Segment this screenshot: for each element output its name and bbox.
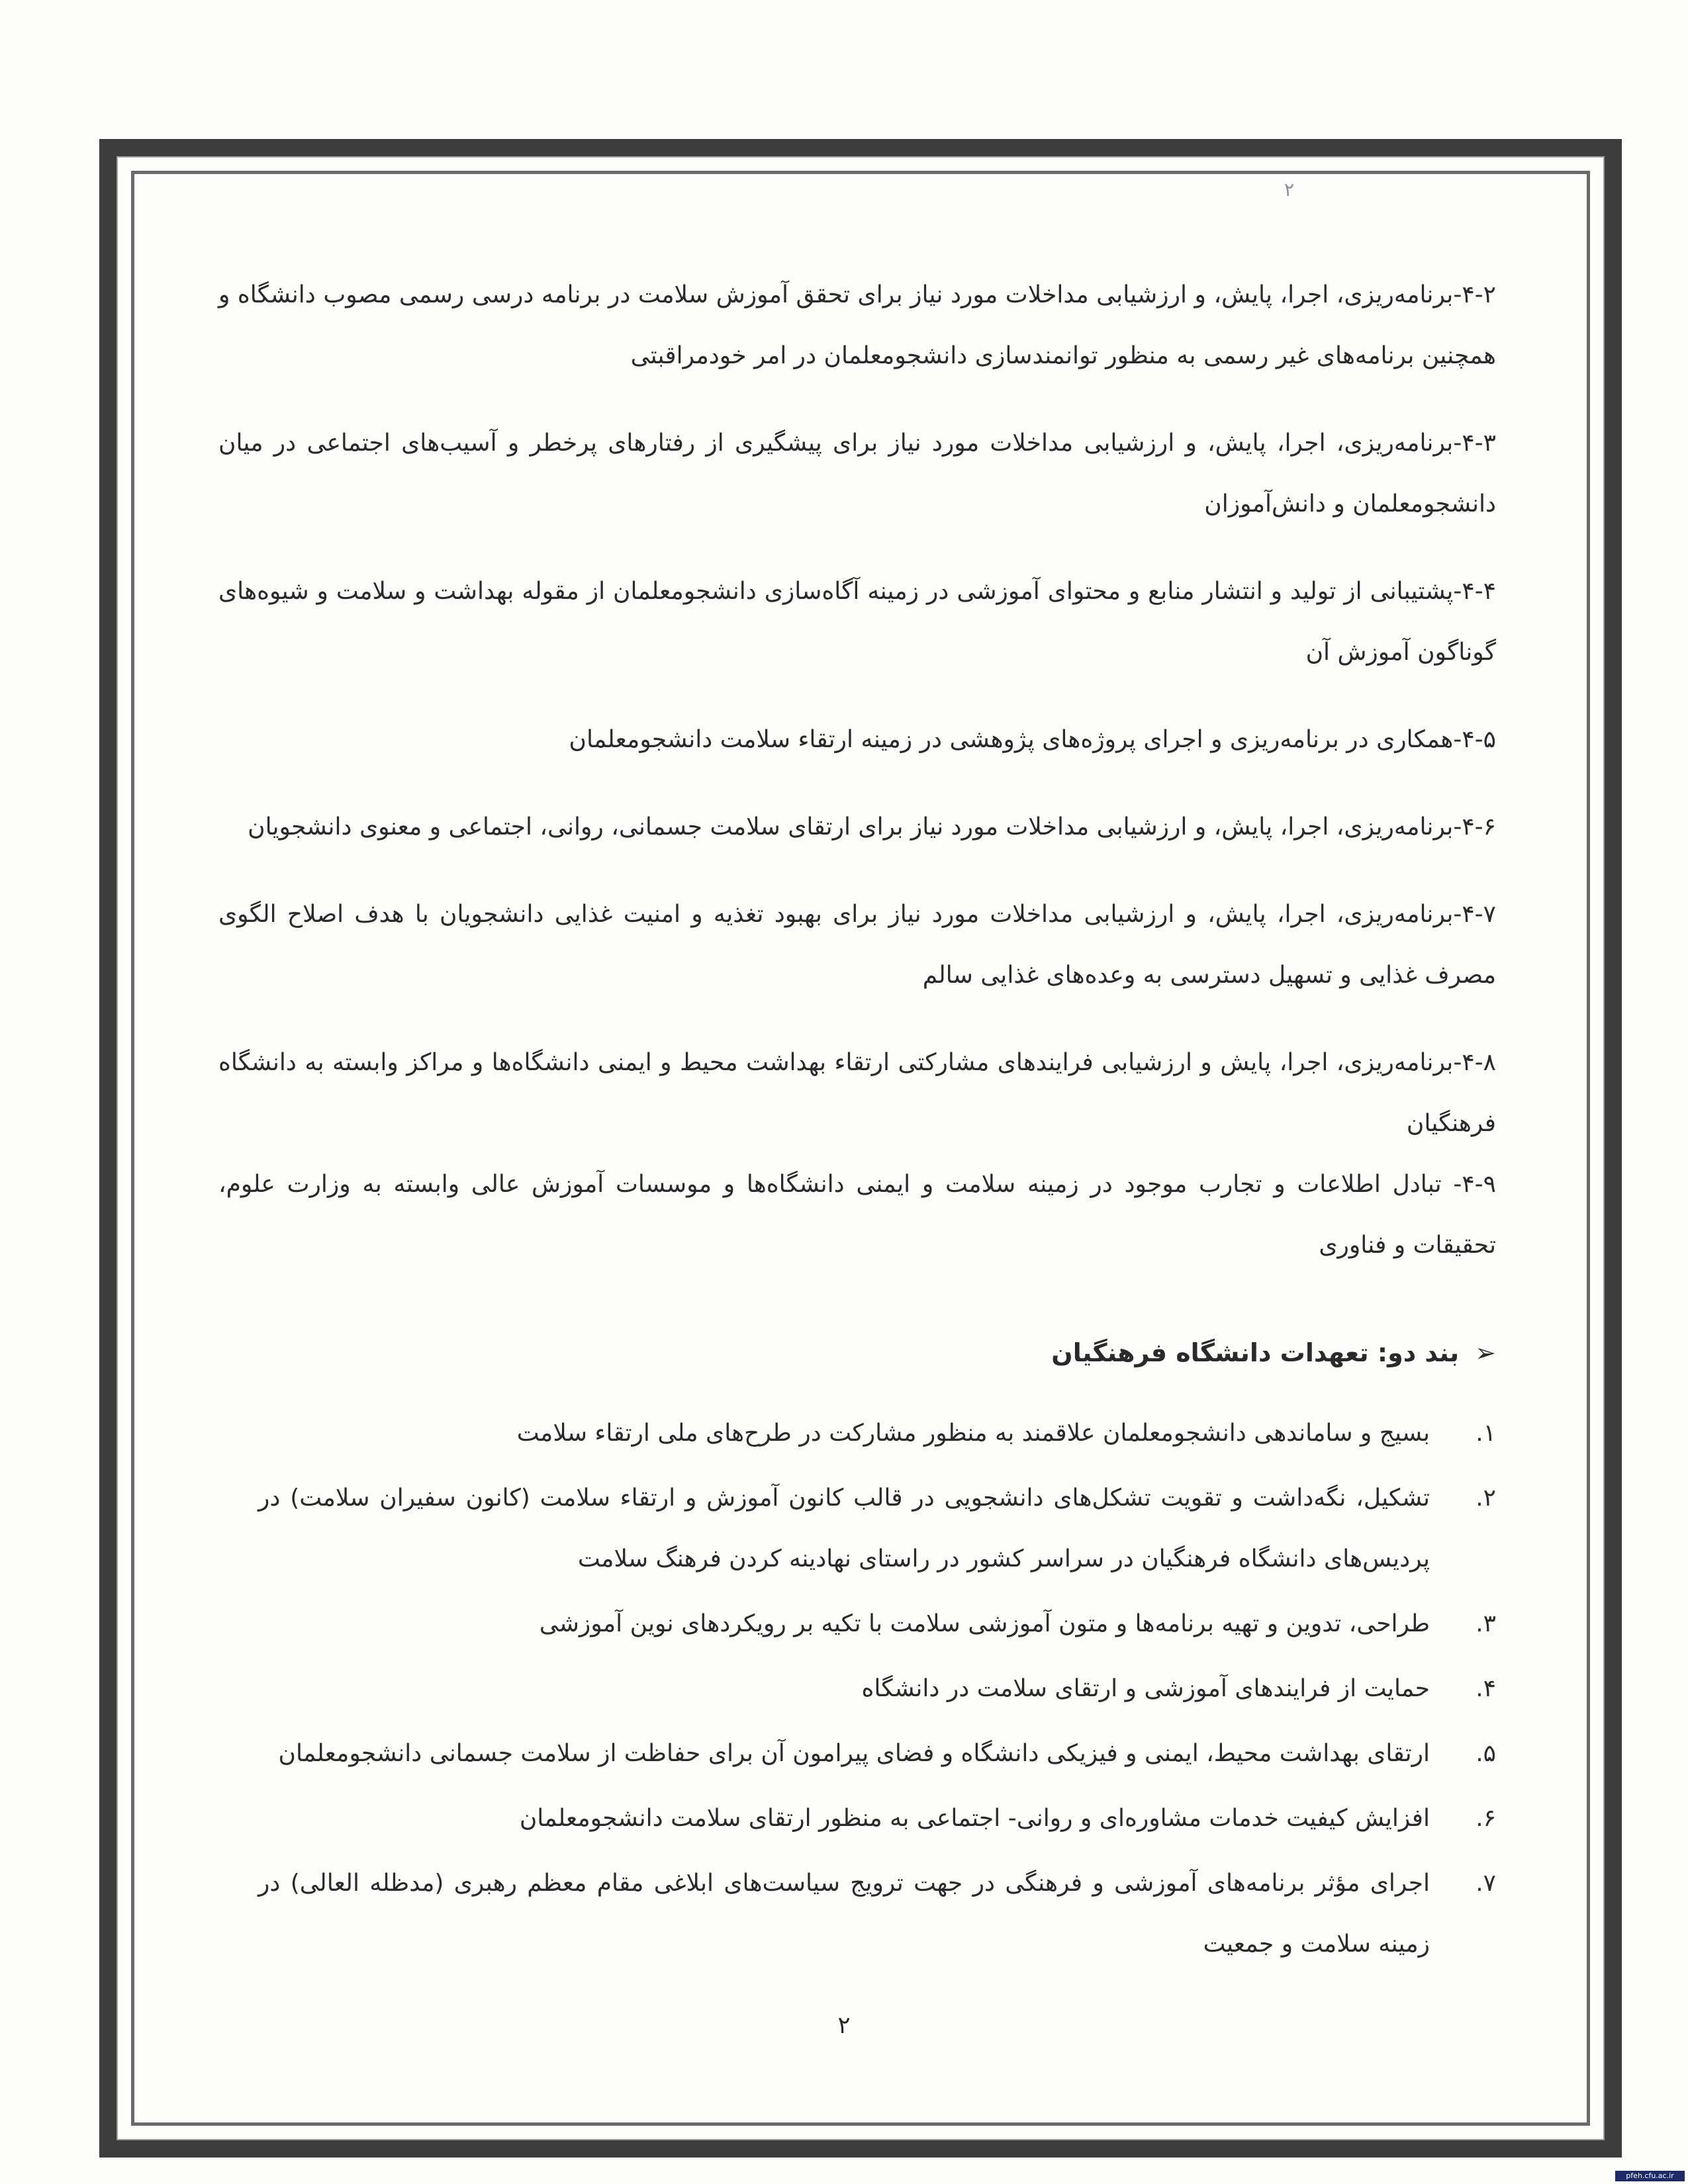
- list-item-text: حمایت از فرایندهای آموزشی و ارتقای سلامت در دانشگاه: [861, 1675, 1430, 1702]
- list-item-text: تشکیل، نگه‌داشت و تقویت تشکل‌های دانشجویی در قالب کانون آموزش و ارتقاء سلامت (کانون سفیران سلامت) در پردیس‌های دانشگاه فرهنگیان در سراسر کشور در راستای نهادینه کردن فرهنگ سلامت: [258, 1484, 1430, 1572]
- paragraph-4-4: ۴-۴-پشتیبانی از تولید و انتشار منابع و محتوای آموزشی در زمینه آگاه‌سازی دانشجومعلمان از مقوله بهداشت و سلامت و شیوه‌های گوناگون آموزش آن: [218, 578, 1496, 666]
- paragraph-4-8: ۴-۸-برنامه‌ریزی، اجرا، پایش و ارزشیابی فرایندهای مشارکتی ارتقاء بهداشت محیط و ایمنی دانشگاه‌ها و مراکز وابسته به دانشگاه فرهنگیان: [218, 1049, 1496, 1137]
- list-item: [218, 1659, 1496, 1719]
- document-body: [218, 265, 1496, 1979]
- paragraph-4-2: ۴-۲-برنامه‌ریزی، اجرا، پایش، و ارزشیابی مداخلات مورد نیاز برای تحقق آموزش سلامت در برنامه درسی رسمی مصوب دانشگاه و همچنین برنامه‌های غیر رسمی به منظور توانمندسازی دانشجومعلمان در امر خودمراقبتی: [218, 281, 1496, 369]
- paragraph-4-3: ۴-۳-برنامه‌ریزی، اجرا، پایش، و ارزشیابی مداخلات مورد نیاز برای پیشگیری از رفتارهای پرخطر و آسیب‌های اجتماعی در میان دانشجومعلمان و دانش‌آموزان: [218, 430, 1496, 518]
- list-item-number: ۲.: [1476, 1484, 1496, 1512]
- paragraph-4-7: ۴-۷-برنامه‌ریزی، اجرا، پایش، و ارزشیابی مداخلات مورد نیاز برای بهبود تغذیه و امنیت غذایی دانشجویان با هدف اصلاح الگوی مصرف غذایی و تسهیل دسترسی به وعده‌های غذایی سالم: [218, 901, 1496, 989]
- list-item-text: ارتقای بهداشت محیط، ایمنی و فیزیکی دانشگاه و فضای پیرامون آن برای حفاظت از سلامت جسمانی دانشجومعلمان: [278, 1740, 1430, 1767]
- section-heading: [218, 1322, 1496, 1383]
- list-item-text: طراحی، تدوین و تهیه برنامه‌ها و متون آموزشی سلامت با تکیه بر رویکردهای نوین آموزشی: [539, 1610, 1430, 1637]
- list-item: [218, 1853, 1496, 1975]
- arrow-bullet-icon: ➢: [1475, 1338, 1496, 1367]
- list-item-number: ۷.: [1476, 1870, 1496, 1897]
- list-item-text: افزایش کیفیت خدمات مشاوره‌ای و روانی- اجتماعی به منظور ارتقای سلامت دانشجومعلمان: [519, 1805, 1430, 1832]
- list-item-number: ۴.: [1476, 1675, 1496, 1702]
- list-item: [218, 1594, 1496, 1655]
- section-title: بند دو: تعهدات دانشگاه فرهنگیان: [1051, 1338, 1460, 1367]
- list-item: [218, 1403, 1496, 1464]
- list-item-text: اجرای مؤثر برنامه‌های آموزشی و فرهنگی در جهت ترویج سیاست‌های ابلاغی مقام معظم رهبری (مدظله العالی) در زمینه سلامت و جمعیت: [258, 1870, 1430, 1958]
- list-item: [218, 1788, 1496, 1849]
- list-item-text: بسیج و ساماندهی دانشجومعلمان علاقمند به منظور مشارکت در طرح‌های ملی ارتقاء سلامت: [516, 1420, 1430, 1447]
- list-item: [218, 1723, 1496, 1784]
- list-item: [218, 1468, 1496, 1590]
- list-item-number: ۶.: [1476, 1805, 1496, 1832]
- corner-page-mark: ۲: [1284, 179, 1295, 201]
- page-number: ۲: [837, 2012, 851, 2039]
- commitments-list: [218, 1403, 1496, 1975]
- list-item-number: ۵.: [1476, 1740, 1496, 1767]
- paragraph-4-6: ۴-۶-برنامه‌ریزی، اجرا، پایش، و ارزشیابی مداخلات مورد نیاز برای ارتقای سلامت جسمانی، روانی، اجتماعی و معنوی دانشجویان: [248, 813, 1496, 841]
- paragraph-4-9: ۴-۹- تبادل اطلاعات و تجارب موجود در زمینه سلامت و ایمنی دانشگاه‌ها و موسسات آموزش عالی وابسته به وزارت علوم، تحقیقات و فناوری: [218, 1171, 1496, 1259]
- list-item-number: ۳.: [1476, 1610, 1496, 1637]
- paragraph-4-5: ۴-۵-همکاری در برنامه‌ریزی و اجرای پروژه‌های پژوهشی در زمینه ارتقاء سلامت دانشجومعلمان: [569, 726, 1496, 753]
- site-logo[interactable]: pfeh.cfu.ac.ir: [1615, 2171, 1685, 2181]
- list-item-number: ۱.: [1476, 1420, 1496, 1447]
